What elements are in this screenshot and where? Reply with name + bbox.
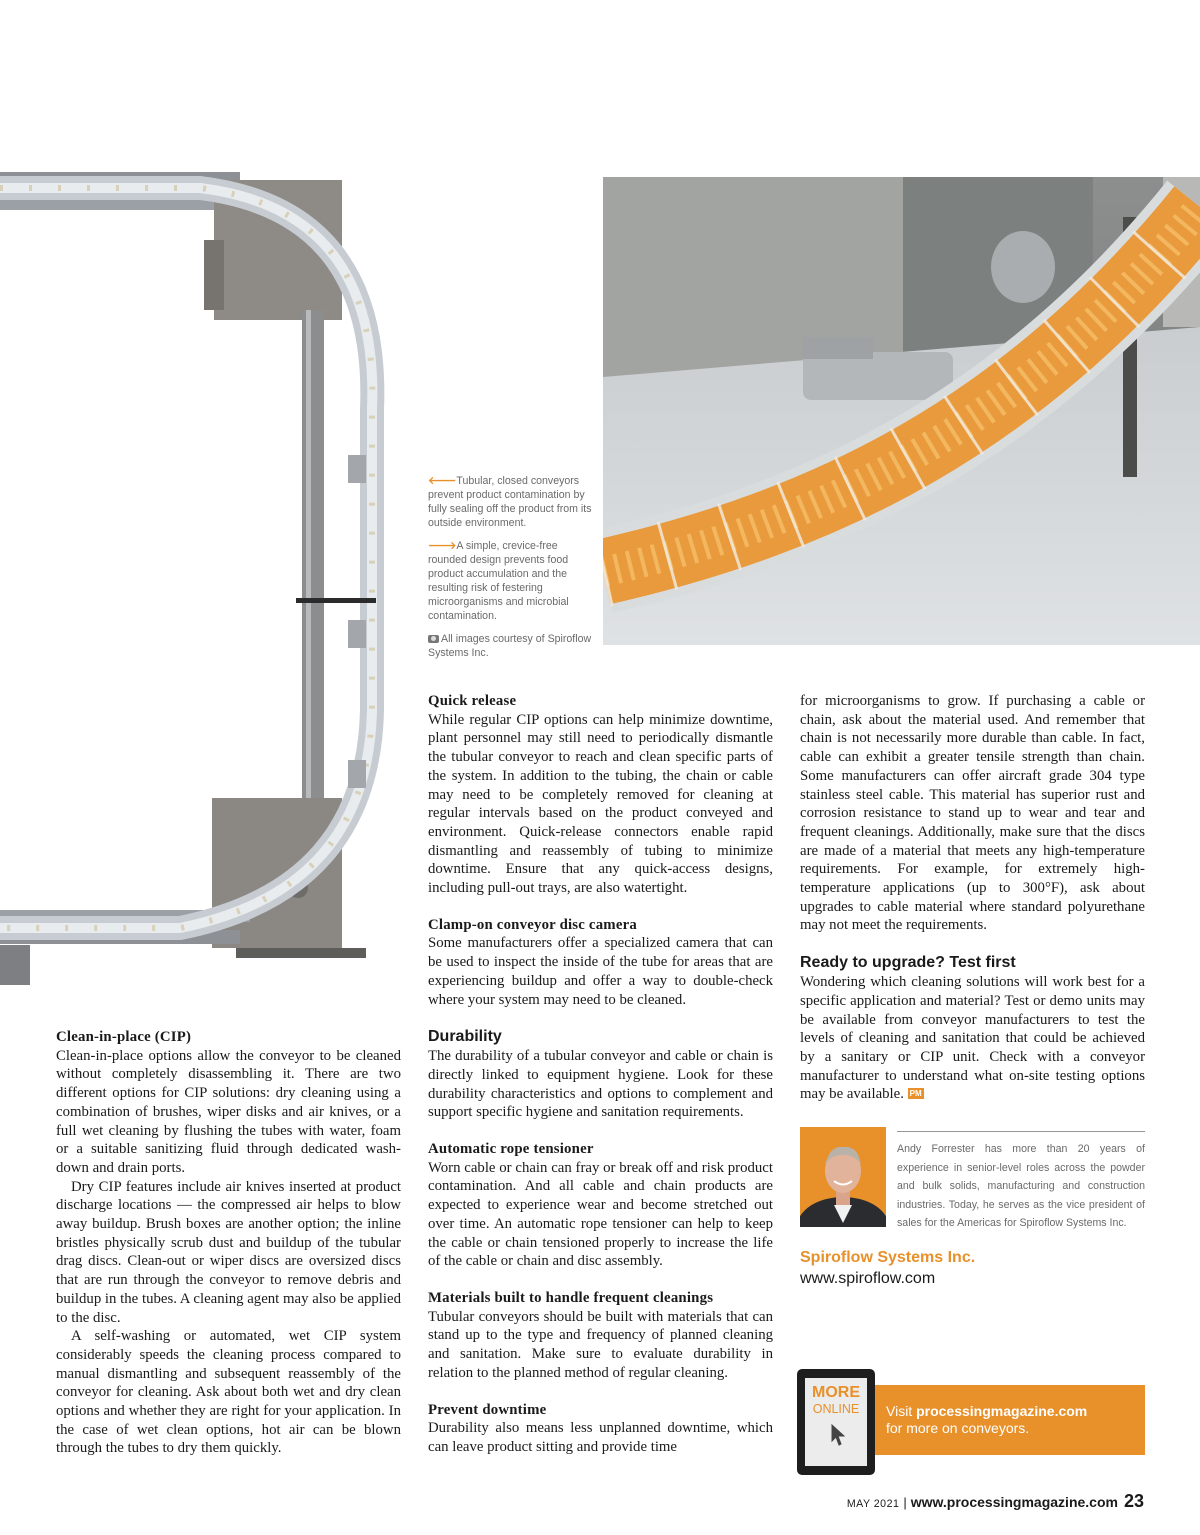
paragraph-disc-camera: Some manufacturers offer a specialized camera that can be used to inspect the inside of the tube for areas that are experiencing buildup and offer a way to double-check where your system may need to be cleaned. <box>428 935 773 1008</box>
paragraph-dry-cip: Dry CIP features include air knives inserted at product discharge locations — the compressed air helps to blow away buildup. Brush boxes are another option; the inline bristles physically scrub dust and buildup of the tubular drag discs. Clean-out or wiper discs are oversized discs that are run through the conveyor to remove debris and buildup in the tubes. A cleaning agent may also be applied to the disc. <box>56 1178 401 1326</box>
paragraph-prevent-downtime: Durability also means less unplanned downtime, which can leave product sitting and provide time <box>428 1420 773 1455</box>
caption-credit <box>428 632 593 660</box>
heading-materials: Materials built to handle frequent cleanings <box>428 1289 714 1306</box>
paragraph-cip-intro: Clean-in-place options allow the conveyor to be cleaned without completely disassembling it. There are two different options for CIP solutions: dry cleaning using a combination of brushes, wiper disks and air knives, or a full wet cleaning by flushing the tubes with water, foam or a suitable sanitizing fluid through dedicated wash-down and drain ports. <box>56 1047 401 1176</box>
paragraph-durability: The durability of a tubular conveyor and cable or chain is directly linked to equipment hygiene. Look for these durability characteristics and options to complement and support specific hygiene and sanitation requirements. <box>428 1048 773 1121</box>
column-2 <box>428 692 773 1457</box>
paragraph-upgrade-text: Wondering which cleaning solutions will work best for a specific application and material? Test or demo units may be available from conveyor manufacturers to test the levels of cleaning and sanitation that could be achieved by a sanitary or CIP unit. Check with a conveyor manufacturer to understand what on-site testing options may be available. <box>800 974 1145 1103</box>
column-1 <box>56 1028 401 1458</box>
issue-date: MAY 2021 <box>846 1498 900 1510</box>
heading-ready-to-upgrade: Ready to upgrade? Test first <box>800 954 1016 972</box>
paragraph-wet-cip: A self-washing or automated, wet CIP system considerably speeds the cleaning process compared to manual dismantling and subsequent reassembly of the conveyor for cleaning. Ask about both wet and dry clean options and whether they are right for your application. In the case of wet clean options, hot air can be blown through the tubes to dry them quickly. <box>56 1328 401 1457</box>
paragraph-continued: for microorganisms to grow. If purchasing a cable or chain, ask about the material used. And remember that chain is not necessarily more durable than cable. In fact, cable can exhibit a greater tensile strength than chain. Some manufacturers can offer aircraft grade 304 type stainless steel cable. This material has superior rust and corrosion resistance to stand up to wear and tear and frequent cleanings. Additionally, make sure that the discs are made of a material that meets any high-temperature requirements. For example, for extremely high-temperature applications (up to 300°F), ask about upgrades to cable material where standard polyurethane may not meet the requirements. <box>800 693 1145 934</box>
promo-site-link[interactable]: processingmagazine.com <box>916 1403 1088 1419</box>
caption-conveyor-text: Tubular, closed conveyors prevent product contamination by fully sealing off the product from its outside environment. <box>428 475 592 529</box>
heading-disc-camera: Clamp-on conveyor disc camera <box>428 916 637 933</box>
caption-corn <box>428 539 593 623</box>
heading-quick-release: Quick release <box>428 693 517 709</box>
paragraph-rope-tensioner: Worn cable or chain can fray or break off and risk product contamination. And all cable and chain products are expected to experience wear and become stretched out over time. An automatic rope tensioner can help to keep the cable or chain tensioned properly to increase the life of the cable or chain and disc assembly. <box>428 1159 773 1270</box>
paragraph-quick-release: While regular CIP options can help minimize downtime, plant personnel may still need to periodically dismantle the tubular conveyor to reach and clean specific parts of the system. In addition to the tubing, the chain or cable may need to be completely removed for cleaning at regular intervals based on the product conveyed and environment. Quick-release connectors enable rapid dismantling and reassembly of tubing to minimize downtime. Ensure that any quick-access designs, including pull-out trays, are also watertight. <box>428 711 773 897</box>
more-label: MORE <box>812 1384 860 1401</box>
paragraph-upgrade <box>800 973 1145 1104</box>
more-online-text[interactable] <box>886 1403 1141 1437</box>
bio-divider <box>897 1131 1145 1132</box>
online-label: ONLINE <box>812 1402 860 1416</box>
paragraph-materials: Tubular conveyors should be built with materials that can stand up to the type and frequency of planned cleaning and sanitation. Make sure to evaluate durability in relation to the planned method of regular cleaning. <box>428 1308 773 1381</box>
tablet-icon <box>797 1369 875 1475</box>
column-3 <box>800 692 1145 1104</box>
heading-rope-tensioner: Automatic rope tensioner <box>428 1141 594 1158</box>
tubular-conveyor-photo <box>0 150 420 990</box>
cursor-arrow-icon <box>831 1424 845 1446</box>
promo-visit-label: Visit <box>886 1403 917 1419</box>
caption-credit-text: All images courtesy of Spiroflow Systems Inc. <box>428 633 592 659</box>
end-mark-logo: PM <box>909 1089 922 1099</box>
andy-forrester-portrait <box>800 1127 886 1227</box>
tablet-screen <box>805 1378 867 1466</box>
caption-corn-text: A simple, crevice-free rounded design prevents food product accumulation and the resulting risk of festering microorganisms and microbial contamination. <box>428 540 569 622</box>
arrow-left-icon: 🡐 <box>428 475 457 487</box>
arrow-right-icon: 🡒 <box>428 540 457 552</box>
photo-captions <box>428 474 593 669</box>
promo-tail-label: for more on conveyors. <box>886 1420 1030 1436</box>
page-footer <box>847 1491 1144 1512</box>
heading-clean-in-place: Clean-in-place (CIP) <box>56 1029 192 1045</box>
footer-website-link[interactable]: www.processingmagazine.com <box>910 1494 1118 1510</box>
camera-icon <box>428 635 439 643</box>
footer-separator: | <box>903 1495 907 1510</box>
heading-prevent-downtime: Prevent downtime <box>428 1401 547 1418</box>
corn-filled-tube-photo <box>603 177 1200 645</box>
heading-durability: Durability <box>428 1028 502 1046</box>
caption-conveyor <box>428 474 593 530</box>
company-name: Spiroflow Systems Inc. <box>800 1249 976 1266</box>
page-number: 23 <box>1123 1491 1144 1511</box>
company-link[interactable]: www.spiroflow.com <box>800 1270 936 1287</box>
author-bio: Andy Forrester has more than 20 years of experience in senior-level roles across the powder and bulk solids, manufacturing and construction industries. Today, he serves as the vice president of sales for the Americas for Spiroflow Systems Inc. <box>897 1143 1145 1230</box>
